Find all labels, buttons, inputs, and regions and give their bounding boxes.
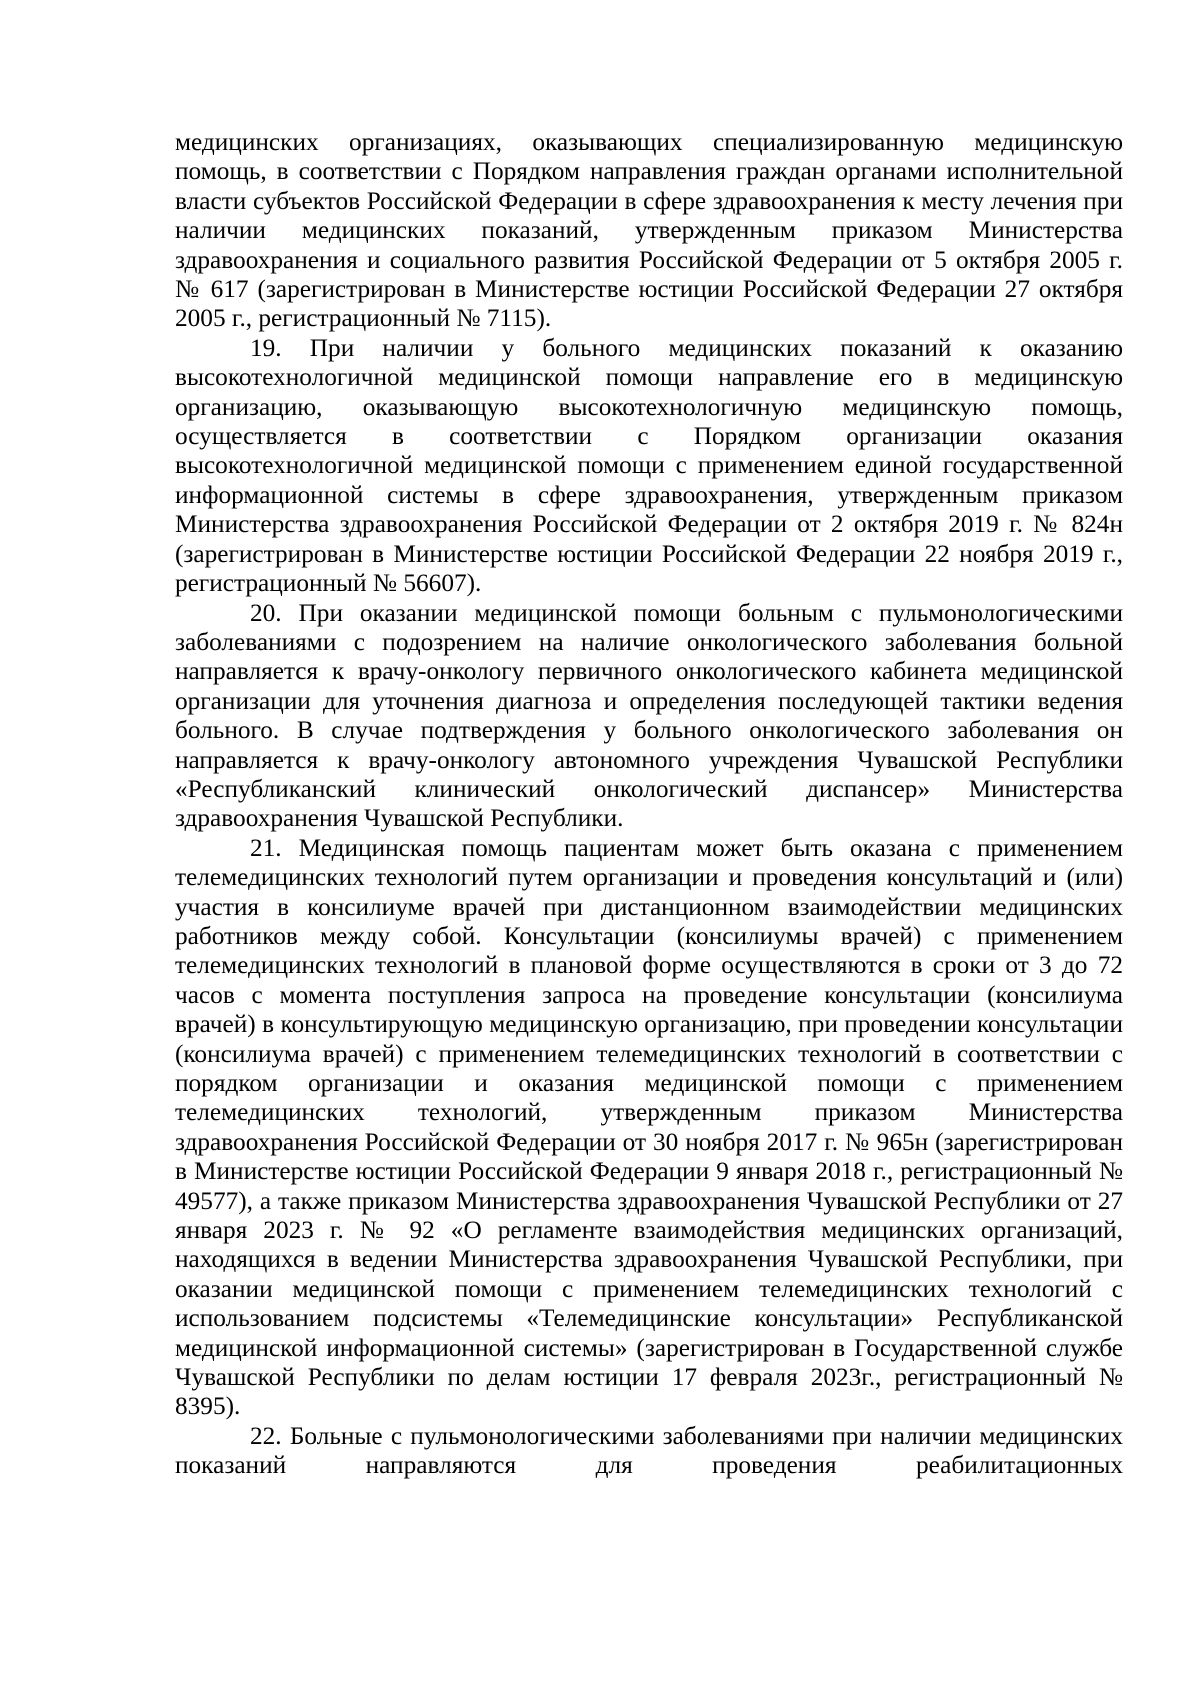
paragraph-22: 22. Больные с пульмонологическими заболеваниями при наличии медицинских показаний направляются для проведения реабилитационных xyxy=(175,1421,1123,1480)
paragraph-21: 21. Медицинская помощь пациентам может быть оказана с применением телемедицинских технологий путем организации и проведения консультаций и (или) участия в консилиуме врачей при дистанционном взаимодействии медицинских работников между собой. Консультации (консилиумы врачей) с применением телемедицинских технологий в плановой форме осуществляются в сроки от 3 до 72 часов с момента поступления запроса на проведение консультации (консилиума врачей) в консультирующую медицинскую организацию, при проведении консультации (консилиума врачей) с применением телемедицинских технологий в соответствии с порядком организации и оказания медицинской помощи с применением телемедицинских технологий, утвержденным приказом Министерства здравоохранения Российской Федерации от 30 ноября 2017 г. № 965н (зарегистрирован в Министерстве юстиции Российской Федерации 9 января 2018 г., регистрационный № 49577), а также приказом Министерства здравоохранения Чувашской Республики от 27 января 2023 г. № 92 «О регламенте взаимодействия медицинских организаций, находящихся в ведении Министерства здравоохранения Чувашской Республики, при оказании медицинской помощи с применением телемедицинских технологий с использованием подсистемы «Телемедицинские консультации» Республиканской медицинской информационной системы» (зарегистрирован в Государственной службе Чувашской Республики по делам юстиции 17 февраля 2023г., регистрационный № 8395). xyxy=(175,833,1123,1421)
paragraph-18-continuation: медицинских организациях, оказывающих специализированную медицинскую помощь, в соответствии с Порядком направления граждан органами исполнительной власти субъектов Российской Федерации в сфере здравоохранения к месту лечения при наличии медицинских показаний, утвержденным приказом Министерства здравоохранения и социального развития Российской Федерации от 5 октября 2005 г. № 617 (зарегистрирован в Министерстве юстиции Российской Федерации 27 октября 2005 г., регистрационный № 7115). xyxy=(175,128,1123,333)
document-page xyxy=(175,128,1123,1481)
paragraph-20: 20. При оказании медицинской помощи больным с пульмонологическими заболеваниями с подозрением на наличие онкологического заболевания больной направляется к врачу-онкологу первичного онкологического кабинета медицинской организации для уточнения диагноза и определения последующей тактики ведения больного. В случае подтверждения у больного онкологического заболевания он направляется к врачу-онкологу автономного учреждения Чувашской Республики «Республиканский клинический онкологический диспансер» Министерства здравоохранения Чувашской Республики. xyxy=(175,598,1123,833)
paragraph-19: 19. При наличии у больного медицинских показаний к оказанию высокотехнологичной медицинской помощи направление его в медицинскую организацию, оказывающую высокотехнологичную медицинскую помощь, осуществляется в соответствии с Порядком организации оказания высокотехнологичной медицинской помощи с применением единой государственной информационной системы в сфере здравоохранения, утвержденным приказом Министерства здравоохранения Российской Федерации от 2 октября 2019 г. № 824н (зарегистрирован в Министерстве юстиции Российской Федерации 22 ноября 2019 г., регистрационный № 56607). xyxy=(175,333,1123,598)
